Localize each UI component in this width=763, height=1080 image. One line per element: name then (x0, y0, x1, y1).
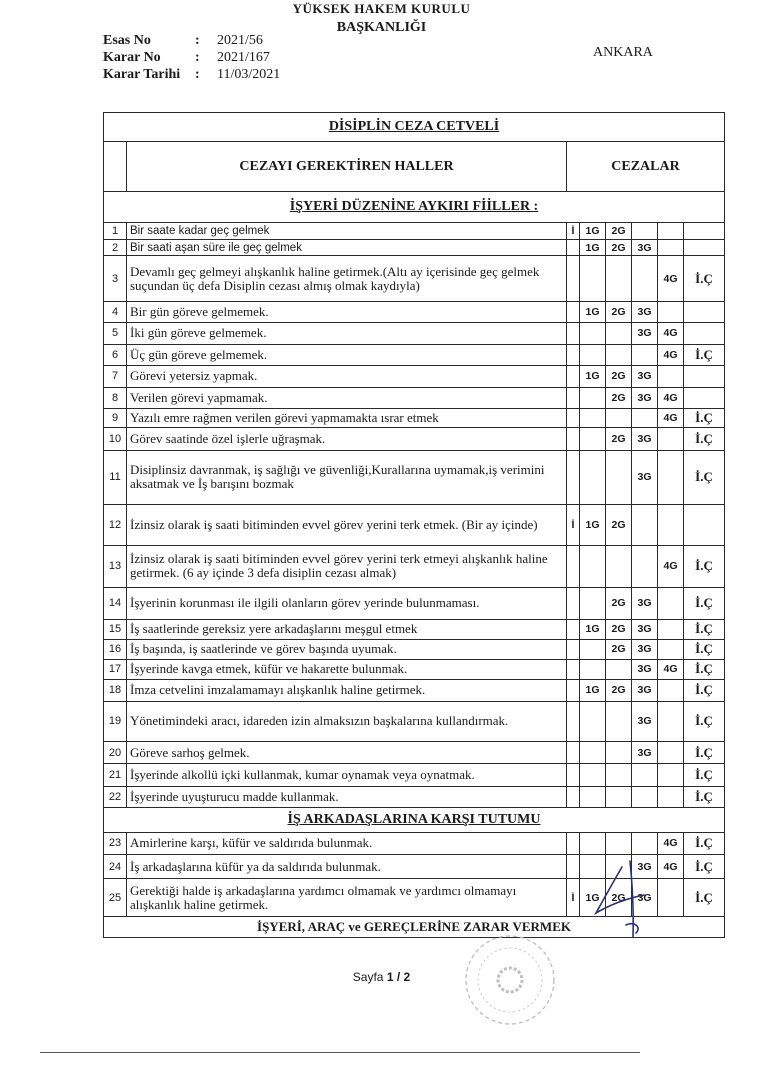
row-description: Bir saate kadar geç gelmek (127, 222, 567, 239)
penalty-cell (658, 505, 684, 546)
row-description: Yazılı emre rağmen verilen görevi yapmamakta ısrar etmek (127, 409, 567, 428)
penalty-cell: İ.Ç (684, 680, 725, 701)
penalty-cell (580, 742, 606, 763)
row-description: İşyerinin korunması ile ilgili olanların görev yerinde bulunmaması. (127, 587, 567, 620)
row-description: Görevi yetersiz yapmak. (127, 366, 567, 387)
row-description: Amirlerine karşı, küfür ve saldırıda bulunmak. (127, 832, 567, 855)
penalty-cell: İ.Ç (684, 545, 725, 587)
penalty-cell: İ.Ç (684, 855, 725, 879)
penalties-column-header: CEZALAR (567, 142, 725, 192)
penalty-cell: 3G (632, 387, 658, 408)
penalty-cell: 3G (632, 301, 658, 322)
penalty-cell: İ.Ç (684, 639, 725, 659)
table-row (104, 450, 725, 504)
penalty-cell: 1G (580, 620, 606, 639)
table-row (104, 763, 725, 787)
row-number: 15 (104, 620, 127, 639)
penalty-cell (580, 639, 606, 659)
table-row (104, 505, 725, 546)
meta-value: 2021/56 (217, 33, 263, 48)
row-description: Disiplinsiz davranmak, iş sağlığı ve güvenliği,Kurallarına uymamak,iş verimini aksatmak ve İş barışını bozmak (127, 450, 567, 504)
penalty-cell (567, 763, 580, 787)
penalty-cell (658, 680, 684, 701)
penalty-cell (658, 742, 684, 763)
signature-mark (588, 855, 668, 940)
penalty-cell: 2G (606, 387, 632, 408)
actions-column-header: CEZAYI GEREKTİREN HALLER (127, 142, 567, 192)
meta-value: 11/03/2021 (217, 67, 281, 82)
section-heading-equipment-damage: İŞYERİ, ARAÇ ve GEREÇLERİNE ZARAR VERMEK (104, 917, 725, 938)
penalty-cell (567, 545, 580, 587)
penalty-cell (606, 832, 632, 855)
penalty-cell (567, 256, 580, 301)
table-row (104, 701, 725, 742)
row-number: 19 (104, 701, 127, 742)
row-number: 18 (104, 680, 127, 701)
table-row (104, 344, 725, 365)
table-row (104, 256, 725, 301)
penalty-cell (606, 742, 632, 763)
row-description: İş başında, iş saatlerinde ve görev başında uyumak. (127, 639, 567, 659)
penalty-cell: 3G (632, 366, 658, 387)
penalty-cell (606, 545, 632, 587)
penalty-cell (658, 639, 684, 659)
penalty-cell: 2G (606, 680, 632, 701)
penalty-cell: İ.Ç (684, 659, 725, 679)
penalty-cell: 2G (606, 639, 632, 659)
penalty-cell (606, 763, 632, 787)
penalty-cell: İ.Ç (684, 701, 725, 742)
penalty-cell: İ (567, 505, 580, 546)
penalty-cell (580, 787, 606, 807)
penalty-cell (567, 855, 580, 879)
penalty-cell: 3G (632, 620, 658, 639)
penalty-cell: 1G (580, 878, 606, 916)
penalty-cell (684, 366, 725, 387)
penalty-cell (684, 301, 725, 322)
row-number: 7 (104, 366, 127, 387)
penalty-cell (658, 787, 684, 807)
penalty-cell: 3G (632, 639, 658, 659)
meta-row-tarih: Karar Tarihi : 11/03/2021 (103, 67, 281, 82)
row-number: 17 (104, 659, 127, 679)
penalty-cell (684, 222, 725, 239)
penalty-cell: İ.Ç (684, 787, 725, 807)
penalty-cell: 3G (632, 323, 658, 344)
footer-rule (40, 1052, 640, 1053)
row-description: Üç gün göreve gelmemek. (127, 344, 567, 365)
penalty-cell: 3G (632, 742, 658, 763)
meta-row-esas: Esas No : 2021/56 (103, 33, 263, 48)
penalty-cell (567, 742, 580, 763)
penalty-cell (658, 450, 684, 504)
penalty-cell: İ.Ç (684, 763, 725, 787)
meta-row-karar: Karar No : 2021/167 (103, 50, 270, 65)
row-description: İşyerinde uyuşturucu madde kullanmak. (127, 787, 567, 807)
row-number: 8 (104, 387, 127, 408)
penalty-cell (580, 832, 606, 855)
penalty-cell (658, 239, 684, 256)
penalty-cell: 4G (658, 323, 684, 344)
penalty-cell: 3G (632, 680, 658, 701)
penalty-cell (580, 587, 606, 620)
penalty-cell (567, 787, 580, 807)
row-number: 6 (104, 344, 127, 365)
penalty-cell (580, 344, 606, 365)
penalty-cell: 4G (658, 855, 684, 879)
penalty-cell: 2G (606, 301, 632, 322)
city-name: ANKARA (593, 45, 653, 60)
row-number: 13 (104, 545, 127, 587)
penalty-cell (567, 620, 580, 639)
penalty-cell (567, 428, 580, 451)
meta-label: Karar No (103, 50, 161, 65)
row-number: 12 (104, 505, 127, 546)
row-description: Yönetimindeki aracı, idareden izin almaksızın başkalarına kullandırmak. (127, 701, 567, 742)
row-number: 21 (104, 763, 127, 787)
table-row (104, 680, 725, 701)
penalty-cell (567, 450, 580, 504)
penalty-cell: İ.Ç (684, 256, 725, 301)
table-row (104, 659, 725, 679)
case-metadata (103, 32, 280, 83)
penalty-cell (632, 545, 658, 587)
row-description: İmza cetvelini imzalamamayı alışkanlık haline getirmek. (127, 680, 567, 701)
table-row (104, 428, 725, 451)
row-description: İş arkadaşlarına küfür ya da saldırıda bulunmak. (127, 855, 567, 879)
section-row (104, 807, 725, 832)
penalty-cell (580, 256, 606, 301)
penalty-cell (567, 344, 580, 365)
table-row (104, 620, 725, 639)
institution-department: BAŞKANLIĞI (336, 20, 427, 35)
penalty-cell (632, 409, 658, 428)
penalty-cell: 3G (632, 450, 658, 504)
row-description: Gerektiği halde iş arkadaşlarına yardımcı olmamak ve yardımcı olmamayı alışkanlık haline getirmek. (127, 878, 567, 916)
table-row (104, 222, 725, 239)
penalty-cell (658, 301, 684, 322)
penalty-cell: İ.Ç (684, 832, 725, 855)
row-number: 22 (104, 787, 127, 807)
penalty-cell (567, 659, 580, 679)
penalty-cell (567, 701, 580, 742)
penalty-cell: 2G (606, 620, 632, 639)
row-description: İşyerinde kavga etmek, küfür ve hakarette bulunmak. (127, 659, 567, 679)
table-header-row (104, 142, 725, 192)
penalty-cell (606, 701, 632, 742)
penalty-cell: İ.Ç (684, 409, 725, 428)
penalty-cell: 3G (632, 659, 658, 679)
table-row (104, 639, 725, 659)
penalty-cell: 1G (580, 222, 606, 239)
row-description: İzinsiz olarak iş saati bitiminden evvel görev yerini terk etmeyi alışkanlık haline getirmek. (6 ay içinde 3 defa disiplin cezası almak) (127, 545, 567, 587)
row-description: Görev saatinde özel işlerle uğraşmak. (127, 428, 567, 451)
penalty-cell: 3G (632, 587, 658, 620)
row-description: İzinsiz olarak iş saati bitiminden evvel görev yerini terk etmek. (Bir ay içinde) (127, 505, 567, 546)
penalty-cell: 1G (580, 366, 606, 387)
penalty-cell: 3G (632, 878, 658, 916)
penalty-cell (567, 366, 580, 387)
row-number: 11 (104, 450, 127, 504)
penalty-cell (658, 366, 684, 387)
penalty-cell: 4G (658, 832, 684, 855)
penalty-cell (580, 428, 606, 451)
penalty-cell (632, 505, 658, 546)
penalty-cell (632, 787, 658, 807)
penalty-cell: 2G (606, 222, 632, 239)
table-row (104, 832, 725, 855)
penalty-cell: İ (567, 878, 580, 916)
penalty-cell: İ.Ç (684, 450, 725, 504)
penalty-cell: 1G (580, 505, 606, 546)
institution-name: YÜKSEK HAKEM KURULU (292, 1, 471, 16)
penalty-cell (658, 428, 684, 451)
table-title-row (104, 113, 725, 142)
row-number: 23 (104, 832, 127, 855)
penalty-cell (606, 344, 632, 365)
row-number: 9 (104, 409, 127, 428)
row-description: Verilen görevi yapmamak. (127, 387, 567, 408)
table-row (104, 387, 725, 408)
table-row (104, 545, 725, 587)
penalty-cell: 4G (658, 344, 684, 365)
penalty-cell: 3G (632, 701, 658, 742)
penalty-cell (580, 659, 606, 679)
row-number: 10 (104, 428, 127, 451)
penalty-cell: İ.Ç (684, 878, 725, 916)
row-description: Bir gün göreve gelmemek. (127, 301, 567, 322)
table-title: DİSİPLİN CEZA CETVELİ (104, 113, 725, 142)
penalty-cell (658, 763, 684, 787)
row-number: 2 (104, 239, 127, 256)
penalty-cell: İ (567, 222, 580, 239)
meta-label: Karar Tarihi (103, 67, 181, 82)
penalty-cell (580, 409, 606, 428)
penalty-cell: 3G (632, 428, 658, 451)
meta-value: 2021/167 (217, 50, 270, 65)
table-row (104, 323, 725, 344)
penalty-cell (580, 545, 606, 587)
penalty-cell: İ.Ç (684, 587, 725, 620)
row-description: Göreve sarhoş gelmek. (127, 742, 567, 763)
penalty-cell (658, 222, 684, 239)
penalty-cell: 3G (632, 239, 658, 256)
penalty-cell: 1G (580, 239, 606, 256)
penalty-cell: 4G (658, 256, 684, 301)
penalty-cell (632, 763, 658, 787)
table-row (104, 742, 725, 763)
table-row (104, 366, 725, 387)
penalty-cell (567, 239, 580, 256)
penalty-cell (580, 387, 606, 408)
penalty-cell (658, 587, 684, 620)
section-heading-workplace-order: İŞYERİ DÜZENİNE AYKIRI FİİLLER : (104, 192, 725, 223)
table-row (104, 301, 725, 322)
penalty-cell (632, 256, 658, 301)
penalty-cell (580, 323, 606, 344)
row-number: 1 (104, 222, 127, 239)
penalty-cell (684, 239, 725, 256)
row-number: 3 (104, 256, 127, 301)
penalty-cell (580, 450, 606, 504)
penalty-cell: 3G (632, 855, 658, 879)
table-row (104, 587, 725, 620)
row-number: 24 (104, 855, 127, 879)
penalty-cell (658, 620, 684, 639)
penalty-cell: 4G (658, 659, 684, 679)
penalty-cell (606, 787, 632, 807)
penalty-cell (658, 701, 684, 742)
row-number: 14 (104, 587, 127, 620)
penalty-cell: İ.Ç (684, 428, 725, 451)
section-row (104, 192, 725, 223)
table-row (104, 239, 725, 256)
section-heading-colleagues: İŞ ARKADAŞLARINA KARŞI TUTUMU (104, 807, 725, 832)
penalty-cell: 2G (606, 587, 632, 620)
row-description: İş saatlerinde gereksiz yere arkadaşlarını meşgul etmek (127, 620, 567, 639)
penalty-cell: 1G (580, 680, 606, 701)
row-description: Devamlı geç gelmeyi alışkanlık haline getirmek.(Altı ay içerisinde geç gelmek suçundan üç defa Disiplin cezası almış olmak kaydıyla) (127, 256, 567, 301)
penalty-cell: 2G (606, 505, 632, 546)
penalty-cell (632, 222, 658, 239)
penalty-cell (567, 387, 580, 408)
penalty-cell: 2G (606, 366, 632, 387)
penalty-table (103, 112, 725, 938)
row-description: İşyerinde alkollü içki kullanmak, kumar oynamak veya oynatmak. (127, 763, 567, 787)
penalty-cell: 4G (658, 409, 684, 428)
penalty-cell: 2G (606, 428, 632, 451)
penalty-cell (632, 344, 658, 365)
penalty-cell (632, 832, 658, 855)
penalty-cell (684, 387, 725, 408)
row-number: 25 (104, 878, 127, 916)
penalty-cell: İ.Ç (684, 620, 725, 639)
penalty-cell (606, 256, 632, 301)
penalty-cell: İ.Ç (684, 742, 725, 763)
row-number: 20 (104, 742, 127, 763)
penalty-cell (567, 639, 580, 659)
penalty-cell (567, 680, 580, 701)
penalty-cell: 4G (658, 545, 684, 587)
penalty-cell (580, 701, 606, 742)
penalty-cell (567, 832, 580, 855)
page-number: Sayfa 1 / 2 (352, 970, 411, 984)
penalty-cell (567, 587, 580, 620)
penalty-cell (684, 505, 725, 546)
row-description: Bir saati aşan süre ile geç gelmek (127, 239, 567, 256)
penalty-cell (580, 763, 606, 787)
row-number: 4 (104, 301, 127, 322)
penalty-cell: 2G (606, 878, 632, 916)
table-row (104, 787, 725, 807)
penalty-cell (606, 323, 632, 344)
table-row (104, 409, 725, 428)
penalty-cell: 4G (658, 387, 684, 408)
meta-label: Esas No (103, 33, 151, 48)
penalty-cell (606, 450, 632, 504)
penalty-cell (606, 659, 632, 679)
penalty-cell: İ.Ç (684, 344, 725, 365)
penalty-cell: 2G (606, 239, 632, 256)
stamp-seal (455, 925, 565, 1035)
penalty-cell (567, 301, 580, 322)
row-description: İki gün göreve gelmemek. (127, 323, 567, 344)
penalty-cell (567, 323, 580, 344)
row-number: 16 (104, 639, 127, 659)
penalty-cell: 1G (580, 301, 606, 322)
penalty-cell (684, 323, 725, 344)
penalty-cell (606, 409, 632, 428)
row-number: 5 (104, 323, 127, 344)
penalty-cell (567, 409, 580, 428)
